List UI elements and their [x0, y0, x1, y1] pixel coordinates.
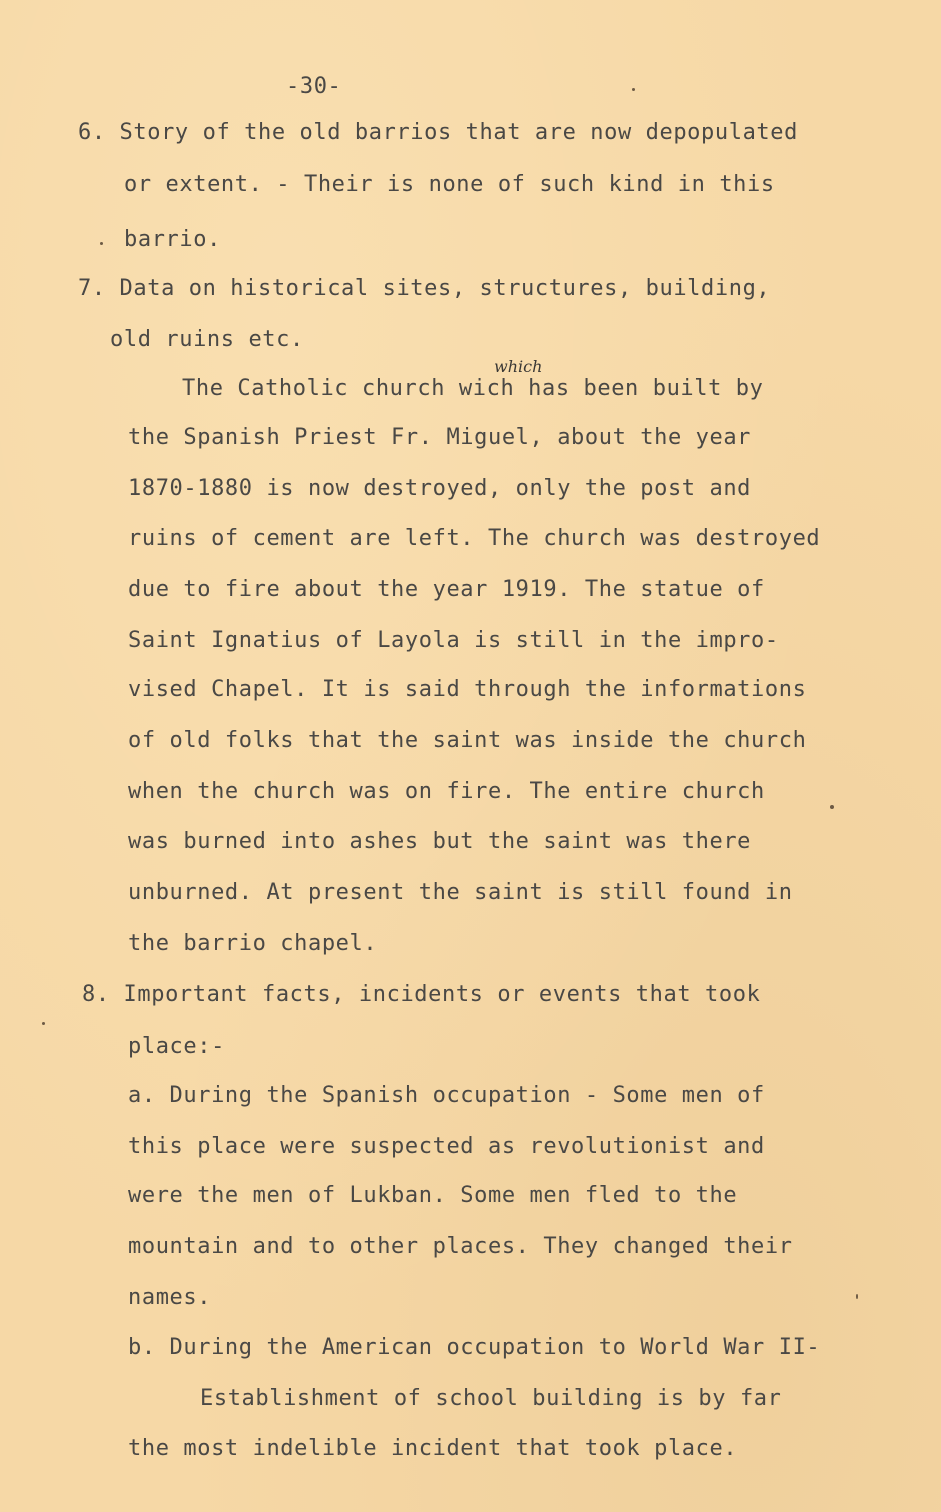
- text-line: Saint Ignatius of Layola is still in the impro-: [128, 628, 779, 653]
- text-line: place:-: [128, 1034, 225, 1059]
- text-line: barrio.: [124, 227, 221, 252]
- paper-speck: [100, 242, 103, 245]
- text-line: ruins of cement are left. The church was destroyed: [128, 526, 821, 551]
- text-line: were the men of Lukban. Some men fled to the: [128, 1183, 738, 1208]
- paper-speck: [856, 1294, 858, 1299]
- text-line: of old folks that the saint was inside the church: [128, 728, 807, 753]
- handwritten-insert: which: [494, 357, 543, 376]
- text-line: names.: [128, 1285, 212, 1310]
- text-line: a. During the Spanish occupation - Some men of: [128, 1083, 765, 1108]
- text-line: The Catholic church wich has been built by: [182, 376, 764, 401]
- text-line: vised Chapel. It is said through the informations: [128, 677, 807, 702]
- text-line: mountain and to other places. They changed their: [128, 1234, 793, 1259]
- text-line: old ruins etc.: [110, 327, 304, 352]
- text-line: unburned. At present the saint is still found in: [128, 880, 793, 905]
- text-line: 1870-1880 is now destroyed, only the post and: [128, 476, 752, 501]
- text-line: b. During the American occupation to World War II-: [128, 1335, 821, 1360]
- text-line: the barrio chapel.: [128, 931, 378, 956]
- paper-speck: [42, 1022, 45, 1025]
- text-line: 7. Data on historical sites, structures, building,: [78, 276, 771, 301]
- text-line: the most indelible incident that took place.: [128, 1436, 738, 1461]
- text-line: Establishment of school building is by far: [200, 1386, 782, 1411]
- text-line: due to fire about the year 1919. The statue of: [128, 577, 765, 602]
- paper-speck: [830, 805, 834, 809]
- text-line: when the church was on fire. The entire church: [128, 779, 765, 804]
- text-line: 6. Story of the old barrios that are now depopulated: [78, 120, 798, 145]
- paper-speck: [632, 88, 635, 91]
- text-line: or extent. - Their is none of such kind in this: [124, 172, 775, 197]
- text-line: the Spanish Priest Fr. Miguel, about the year: [128, 425, 752, 450]
- text-line: was burned into ashes but the saint was there: [128, 829, 752, 854]
- text-line: this place were suspected as revolutionist and: [128, 1134, 765, 1159]
- text-line: 8. Important facts, incidents or events that took: [82, 982, 761, 1007]
- page-number: -30-: [286, 74, 342, 99]
